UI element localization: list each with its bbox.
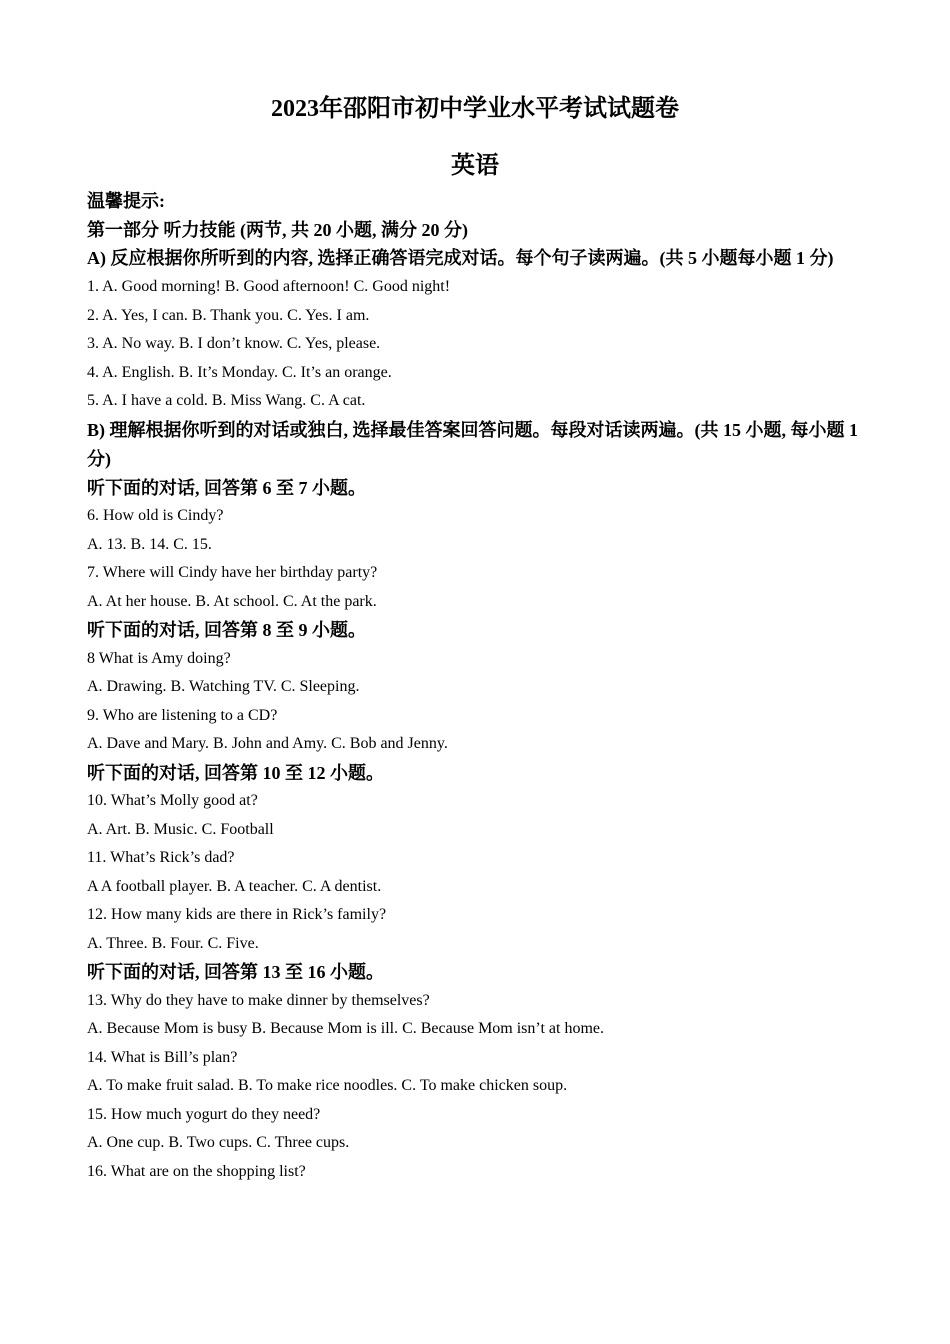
question-line: 7. Where will Cindy have her birthday party? [87, 564, 378, 581]
question-line: 2. A. Yes, I can. B. Thank you. C. Yes. I am. [87, 306, 370, 324]
question-line: 11. What’s Rick’s dad? [87, 849, 235, 866]
section-heading: 听下面的对话, 回答第 6 至 7 小题。 [87, 477, 366, 498]
section-heading: 温馨提示: [87, 191, 165, 211]
question-line: 10. What’s Molly good at? [87, 792, 258, 809]
exam-title: 2023年邵阳市初中学业水平考试试题卷 [271, 96, 679, 122]
question-line: A. Because Mom is busy B. Because Mom is ill. C. Because Mom isn’t at home. [87, 1020, 604, 1037]
question-line: 16. What are on the shopping list? [87, 1162, 306, 1180]
question-line: 14. What is Bill’s plan? [87, 1048, 238, 1066]
section-heading: 听下面的对话, 回答第 8 至 9 小题。 [87, 620, 366, 640]
question-line: 12. How many kids are there in Rick’s family? [87, 906, 387, 923]
question-line: 13. Why do they have to make dinner by themselves? [87, 991, 430, 1009]
question-line: A. Dave and Mary. B. John and Amy. C. Bob and Jenny. [87, 735, 448, 752]
question-line: A. Three. B. Four. C. Five. [87, 934, 259, 952]
subject-title: 英语 [451, 153, 499, 179]
question-line: 9. Who are listening to a CD? [87, 706, 278, 724]
question-line: 6. How old is Cindy? [87, 507, 224, 524]
exam-content [87, 187, 867, 1186]
question-line: A. One cup. B. Two cups. C. Three cups. [87, 1134, 350, 1151]
question-line: 3. A. No way. B. I don’t know. C. Yes, please. [87, 335, 381, 352]
section-heading: 听下面的对话, 回答第 10 至 12 小题。 [87, 762, 384, 783]
question-line: 4. A. English. B. It’s Monday. C. It’s an orange. [87, 363, 392, 381]
question-line: A. 13. B. 14. C. 15. [87, 535, 212, 553]
question-line: 1. A. Good morning! B. Good afternoon! C. Good night! [87, 278, 451, 295]
section-heading: 听下面的对话, 回答第 13 至 16 小题。 [87, 962, 384, 982]
question-line: A. Art. B. Music. C. Football [87, 820, 274, 838]
question-line: A. At her house. B. At school. C. At the park. [87, 592, 377, 610]
section-heading: A) 反应根据你所听到的内容, 选择正确答语完成对话。每个句子读两遍。(共 5 小题每小题 1 分) [87, 248, 834, 268]
question-line: A. Drawing. B. Watching TV. C. Sleeping. [87, 678, 360, 695]
section-heading: 第一部分 听力技能 (两节, 共 20 小题, 满分 20 分) [87, 219, 468, 240]
question-line: 8 What is Amy doing? [87, 649, 231, 667]
question-line: A. To make fruit salad. B. To make rice noodles. C. To make chicken soup. [87, 1077, 568, 1094]
question-line: A A football player. B. A teacher. C. A dentist. [87, 877, 382, 895]
question-line: 5. A. I have a cold. B. Miss Wang. C. A cat. [87, 392, 366, 409]
question-line: 15. How much yogurt do they need? [87, 1105, 321, 1123]
section-heading: B) 理解根据你听到的对话或独白, 选择最佳答案回答问题。每段对话读两遍。(共 15 小题, 每小题 1 分) [87, 419, 858, 469]
